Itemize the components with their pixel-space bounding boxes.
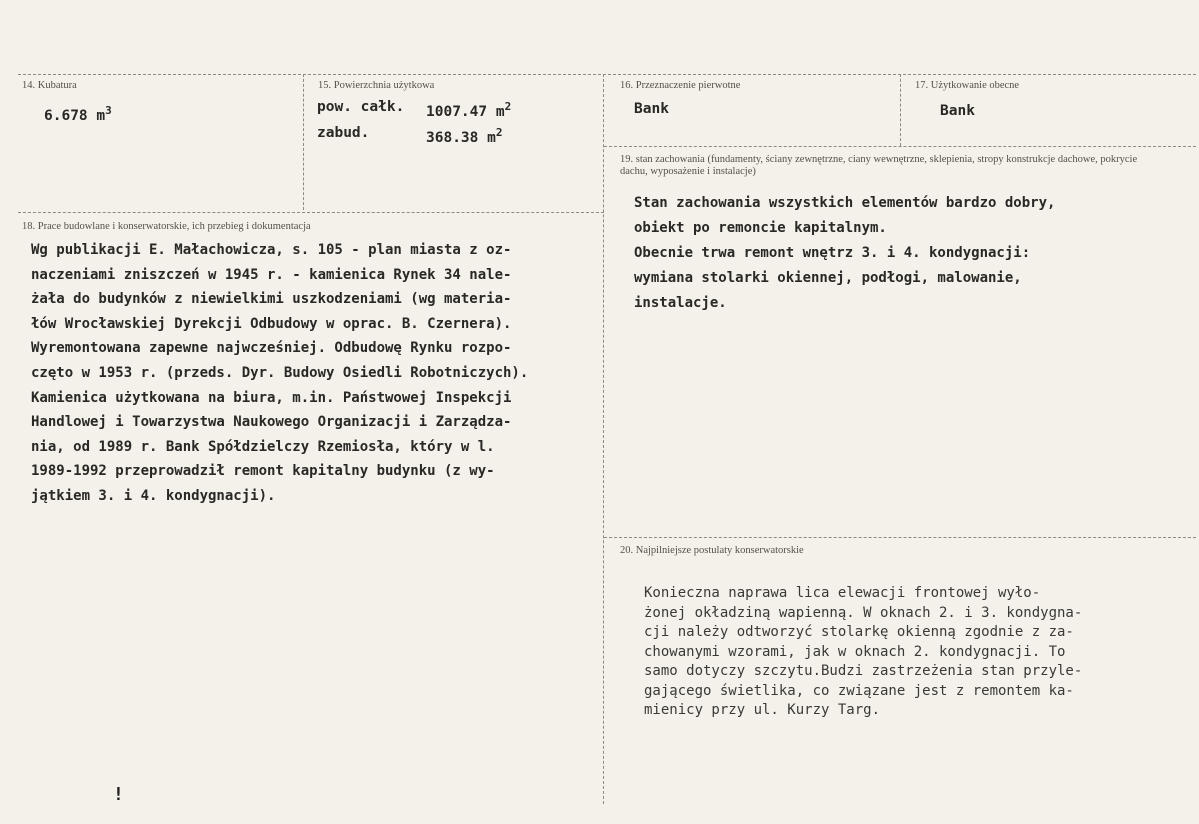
text-line: łów Wrocławskiej Dyrekcji Odbudowy w oprac. B. Czernera). — [31, 315, 512, 332]
text-line: Kamienica użytkowana na biura, m.in. Państwowej Inspekcji — [31, 389, 512, 406]
divider-row-18 — [18, 212, 604, 213]
text-line: cji należy odtworzyć stolarkę okienną zgodnie z za- — [644, 624, 1074, 640]
text-line: samo dotyczy szczytu.Budzi zastrzeżenia stan przyle- — [644, 663, 1083, 679]
text-line: żonej okładziną wapienną. W oknach 2. i 3. kondygna- — [644, 604, 1083, 621]
text-line: obiekt po remoncie kapitalnym. — [634, 220, 887, 236]
text-line: naczeniami zniszczeń w 1945 r. - kamienica Rynek 34 nale- — [31, 266, 512, 283]
text-line: Wyremontowana zapewne najwcześniej. Odbudowę Rynku rozpo- — [31, 340, 512, 357]
text-line: instalacje. — [634, 295, 727, 311]
field-17-value: Bank — [940, 103, 975, 119]
text-line: częto w 1953 r. (przeds. Dyr. Budowy Osiedli Robotniczych). — [31, 364, 529, 381]
field-20-text — [644, 584, 1082, 721]
text-line: gającego świetlika, co związane jest z remontem ka- — [644, 682, 1074, 699]
field-19-label: 19. stan zachowania (fundamenty, ściany zewnętrzne, ciany wewnętrzne, sklepienia, stropy konstrukcje dachowe, pokrycie dachu, wyposażenie i instalacje) — [620, 154, 1138, 177]
field-14-value: 6.678 $m^3$ — [44, 104, 112, 124]
center-divider — [603, 74, 604, 804]
text-line: mienicy przy ul. Kurzy Targ. — [644, 702, 881, 718]
text-line: Konieczna naprawa lica elewacji frontowej wyło- — [644, 585, 1041, 601]
text-line: Stan zachowania wszystkich elementów bardzo dobry, — [634, 195, 1056, 211]
field-17-label: 17. Użytkowanie obecne — [915, 80, 1020, 91]
text-line: chowanymi wzorami, jak w oknach 2. kondygnacji. To — [644, 643, 1066, 660]
field-15-row-1-name: pow. całk. — [317, 99, 405, 115]
text-line: żała do budynków z niewielkimi uszkodzeniami (wg materia- — [31, 291, 512, 308]
divider-row-20 — [604, 537, 1196, 538]
text-line: wymiana stolarki okiennej, podłogi, malowanie, — [634, 270, 1022, 286]
field-15-row-1-value: 1007.47 $m^2$ — [426, 100, 512, 120]
field-15-row-2-value: 368.38 $m^2$ — [426, 126, 503, 146]
field-16-value: Bank — [634, 101, 669, 117]
text-line: Handlowej i Towarzystwa Naukowego Organizacji i Zarządza- — [31, 414, 512, 431]
text-line: Obecnie trwa remont wnętrz 3. i 4. kondygnacji: — [634, 245, 1031, 261]
field-14-label: 14. Kubatura — [22, 80, 77, 91]
stray-ink-mark: ! — [113, 784, 124, 805]
text-line: Wg publikacji E. Małachowicza, s. 105 - plan miasta z oz- — [31, 242, 512, 258]
field-18-text — [31, 238, 528, 509]
field-19-text — [634, 191, 1055, 316]
text-line: jątkiem 3. i 4. kondygnacji). — [31, 487, 276, 504]
field-18-label: 18. Prace budowlane i konserwatorskie, ich przebieg i dokumentacja — [22, 221, 311, 232]
field-16-label: 16. Przeznaczenie pierwotne — [620, 80, 741, 91]
top-border — [18, 74, 1196, 75]
divider-row-19 — [604, 146, 1196, 147]
field-20-label: 20. Najpilniejsze postulaty konserwatorskie — [620, 545, 804, 556]
field-15-row-2-name: zabud. — [317, 125, 370, 141]
divider-14-15 — [303, 74, 304, 210]
field-15-label: 15. Powierzchnia użytkowa — [318, 80, 435, 91]
text-line: nia, od 1989 r. Bank Spółdzielczy Rzemiosła, który w l. — [31, 438, 495, 455]
text-line: 1989-1992 przeprowadził remont kapitalny budynku (z wy- — [31, 463, 495, 480]
divider-16-17 — [900, 74, 901, 146]
